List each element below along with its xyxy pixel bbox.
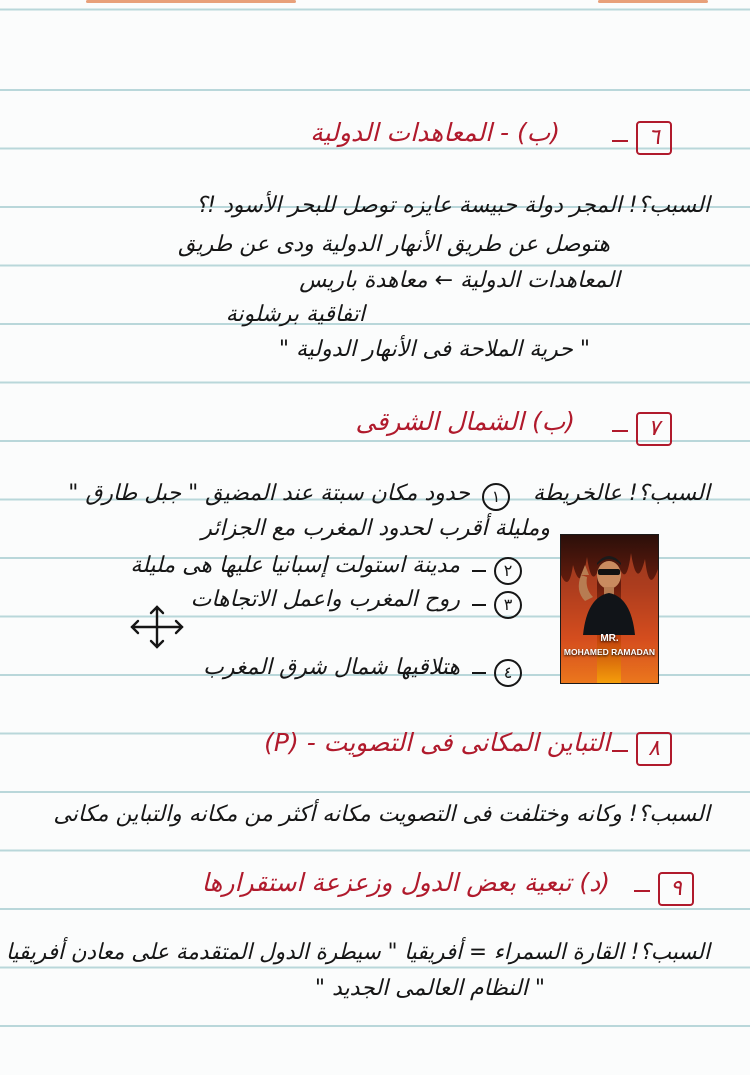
note-line: السبب؟! القارة السمراء = أفريقيا " سيطرة الدول المتقدمة على معادن أفريقيا	[6, 940, 710, 965]
section-heading: (P) - التباين المكانى فى التصويت	[264, 728, 610, 757]
list-number: ٣	[494, 591, 522, 619]
note-line: هتلاقيها شمال شرق المغرب	[203, 655, 460, 680]
note-line: ومليلة أقرب لحدود المغرب مع الجزائر	[201, 516, 550, 541]
heading-dash	[612, 750, 628, 752]
note-line: روح المغرب واعمل الاتجاهات	[190, 587, 460, 612]
section-number-badge: ٦	[636, 121, 672, 155]
section-heading: (د) تبعية بعض الدول وزعزعة استقرارها	[201, 868, 610, 897]
note-line: حدود مكان سبتة عند المضيق " جبل طارق "	[68, 481, 470, 506]
heading-dash	[612, 140, 628, 142]
note-line: اتفاقية برشلونة	[225, 302, 365, 327]
poster-caption: MOHAMED RAMADAN	[563, 647, 656, 657]
list-number: ٢	[494, 557, 522, 585]
note-line: المعاهدات الدولية ← معاهدة باريس	[299, 268, 620, 293]
compass-cross-arrows-icon	[128, 603, 186, 651]
poster-caption: MR.	[600, 633, 619, 644]
page-top-edge-mark	[598, 0, 708, 3]
flame-background	[561, 535, 658, 683]
list-dash	[472, 570, 486, 572]
note-line: " حرية الملاحة فى الأنهار الدولية "	[278, 337, 590, 362]
section-heading: (ب) الشمال الشرقى	[355, 407, 575, 436]
section-number-badge: ٨	[636, 732, 672, 766]
list-dash	[472, 672, 486, 674]
heading-dash	[612, 430, 628, 432]
note-line: السبب؟! وكانه وختلفت فى التصويت مكانه أكثر من مكانه والتباين مكانى	[53, 802, 710, 827]
note-line: مدينة استولت إسبانيا عليها هى مليلة	[130, 553, 460, 578]
list-dash	[472, 604, 486, 606]
list-number: ١	[482, 483, 510, 511]
heading-dash	[634, 890, 650, 892]
section-heading: (ب) - المعاهدات الدولية	[310, 118, 560, 147]
teacher-portrait-image	[560, 534, 659, 684]
section-number-badge: ٧	[636, 412, 672, 446]
note-line: السبب؟! المجر دولة حبيسة عايزه توصل للبحر الأسود !؟	[195, 193, 710, 218]
section-number-badge: ٩	[658, 872, 694, 906]
note-line: هتوصل عن طريق الأنهار الدولية ودى عن طريق	[178, 232, 610, 257]
note-line: " النظام العالمى الجديد "	[314, 976, 545, 1001]
page-top-edge-mark	[86, 0, 296, 3]
list-number: ٤	[494, 659, 522, 687]
note-line: السبب؟! عالخريطة	[532, 481, 710, 506]
